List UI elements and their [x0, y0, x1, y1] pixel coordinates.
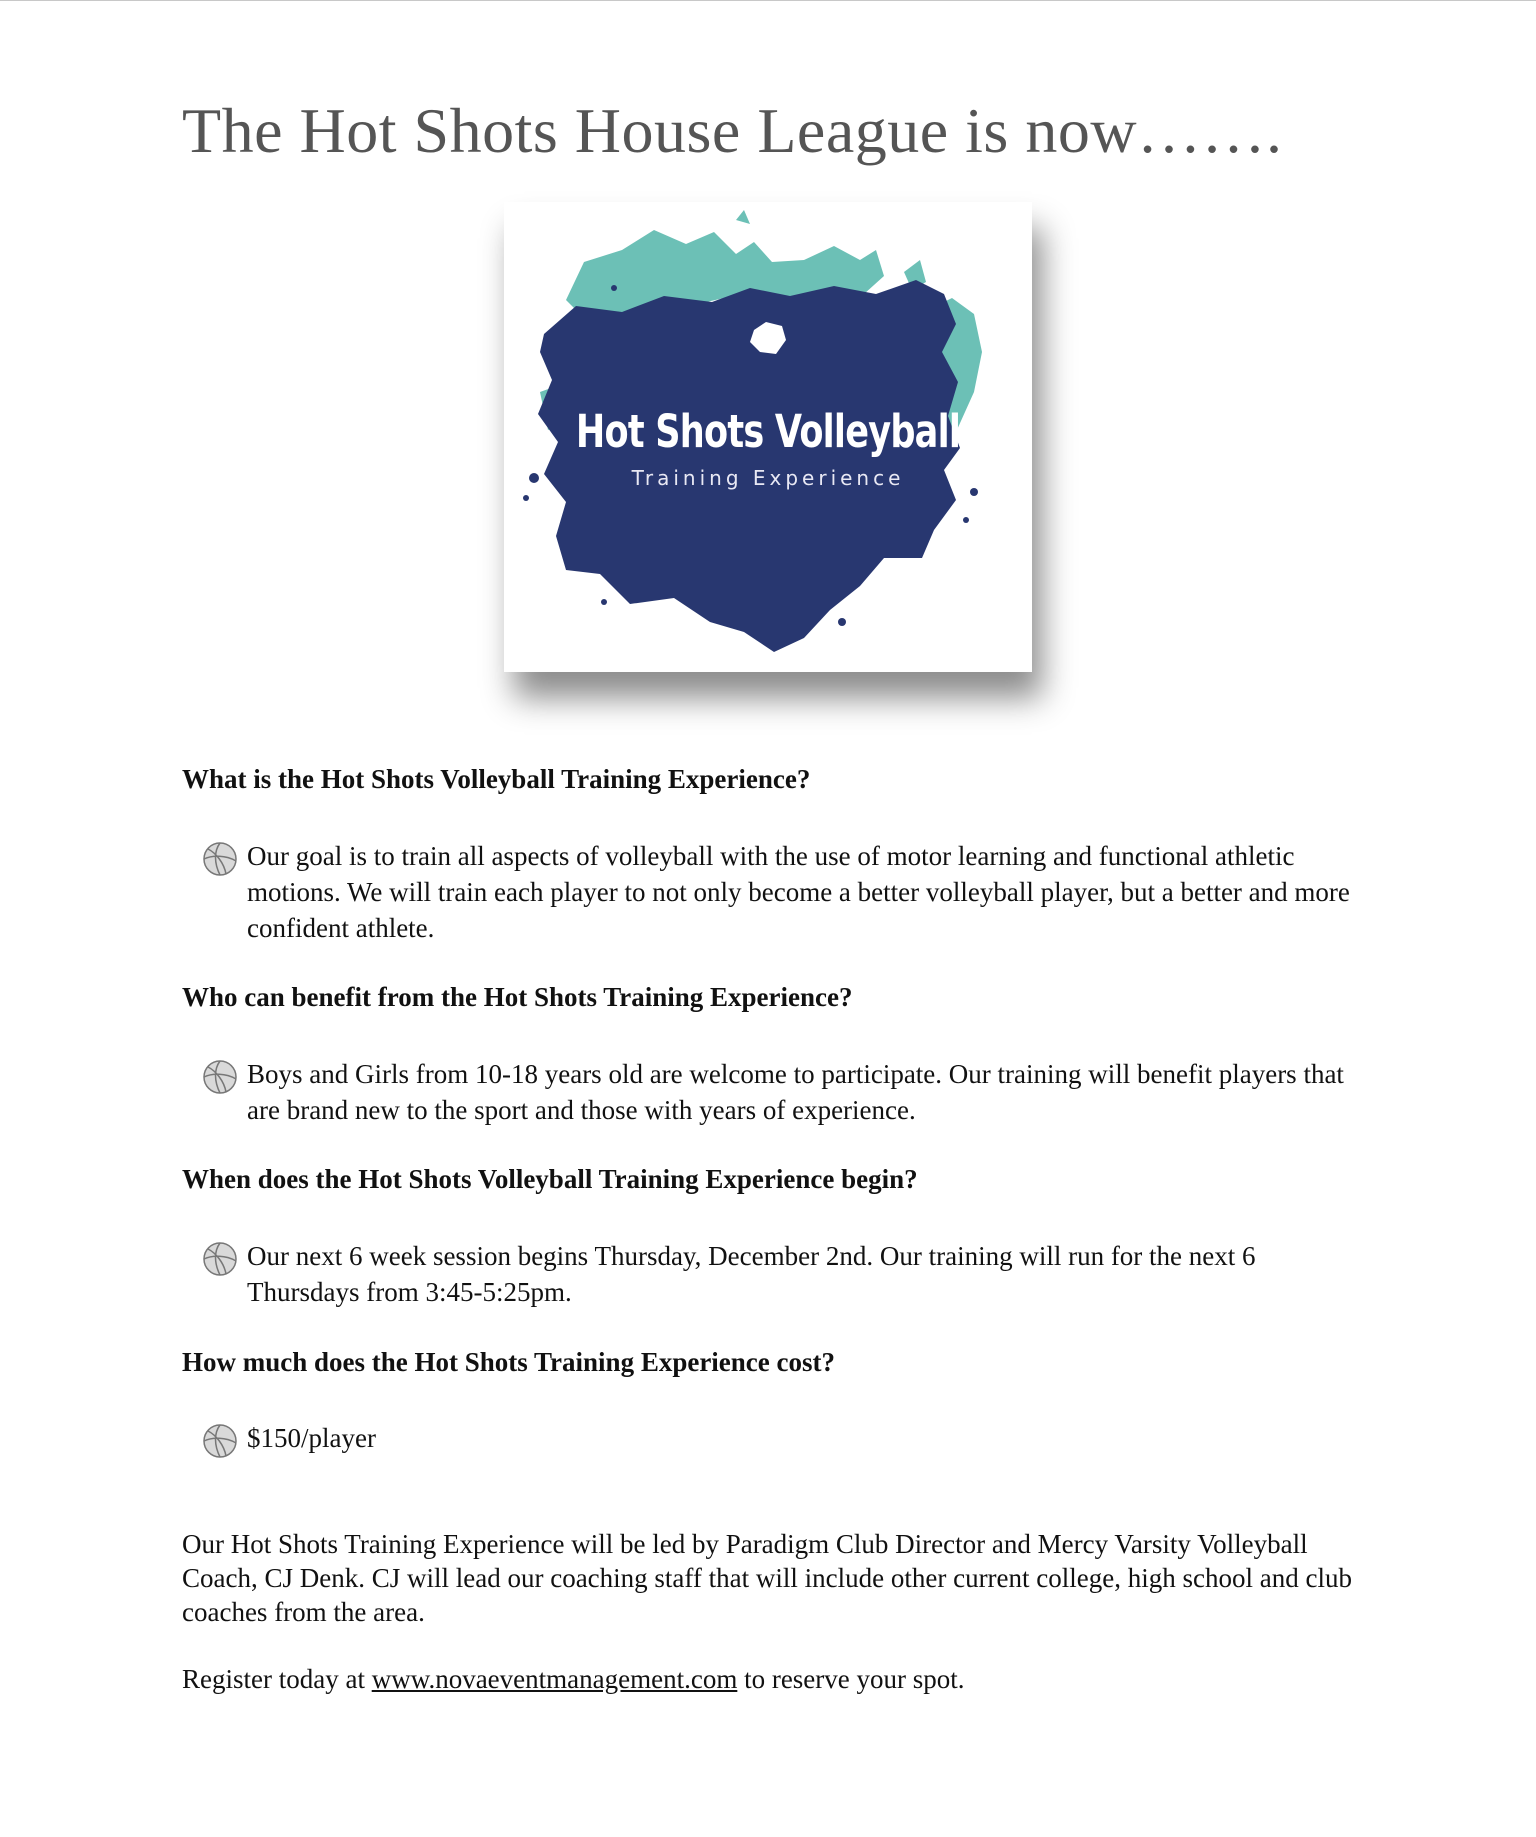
- section-question: What is the Hot Shots Volleyball Training Experience?: [182, 764, 811, 794]
- closing-paragraph: Our Hot Shots Training Experience will be led by Paradigm Club Director and Mercy Varsity Volleyball Coach, CJ Denk. CJ will lead our coaching staff that will include other current college, high school and club coaches from the area.: [182, 1529, 1352, 1627]
- volleyball-icon: [202, 1423, 238, 1459]
- section-question: How much does the Hot Shots Training Experience cost?: [182, 1347, 836, 1377]
- page-title: The Hot Shots House League is now…….: [182, 95, 1283, 166]
- logo-wordmark: Hot Shots Volleyball: [575, 405, 961, 458]
- volleyball-icon: [202, 841, 238, 877]
- register-prefix: Register today at: [182, 1664, 372, 1694]
- list-item: [202, 1420, 1362, 1456]
- register-suffix: to reserve your spot.: [737, 1664, 965, 1694]
- hot-shots-logo: [504, 202, 1032, 672]
- section-question: Who can benefit from the Hot Shots Training Experience?: [182, 982, 853, 1012]
- volleyball-icon: [202, 1241, 238, 1277]
- section-question: When does the Hot Shots Volleyball Training Experience begin?: [182, 1164, 918, 1194]
- section-answer: $150/player: [247, 1423, 376, 1453]
- list-item: [202, 838, 1362, 946]
- top-border: [0, 0, 1536, 1]
- register-line: [182, 1662, 1362, 1696]
- section-answer: Our goal is to train all aspects of volleyball with the use of motor learning and functional athletic motions. We will train each player to not only become a better volleyball player, but a better and more confident athlete.: [247, 841, 1350, 943]
- logo-tagline: Training Experience: [631, 466, 905, 490]
- register-link[interactable]: www.novaeventmanagement.com: [371, 1664, 738, 1694]
- section-answer: Our next 6 week session begins Thursday, December 2nd. Our training will run for the next 6 Thursdays from 3:45-5:25pm.: [247, 1241, 1256, 1307]
- list-item: [202, 1056, 1362, 1128]
- volleyball-icon: [202, 1059, 238, 1095]
- section-answer: Boys and Girls from 10-18 years old are welcome to participate. Our training will benefit players that are brand new to the sport and those with years of experience.: [247, 1059, 1344, 1125]
- list-item: [202, 1238, 1362, 1310]
